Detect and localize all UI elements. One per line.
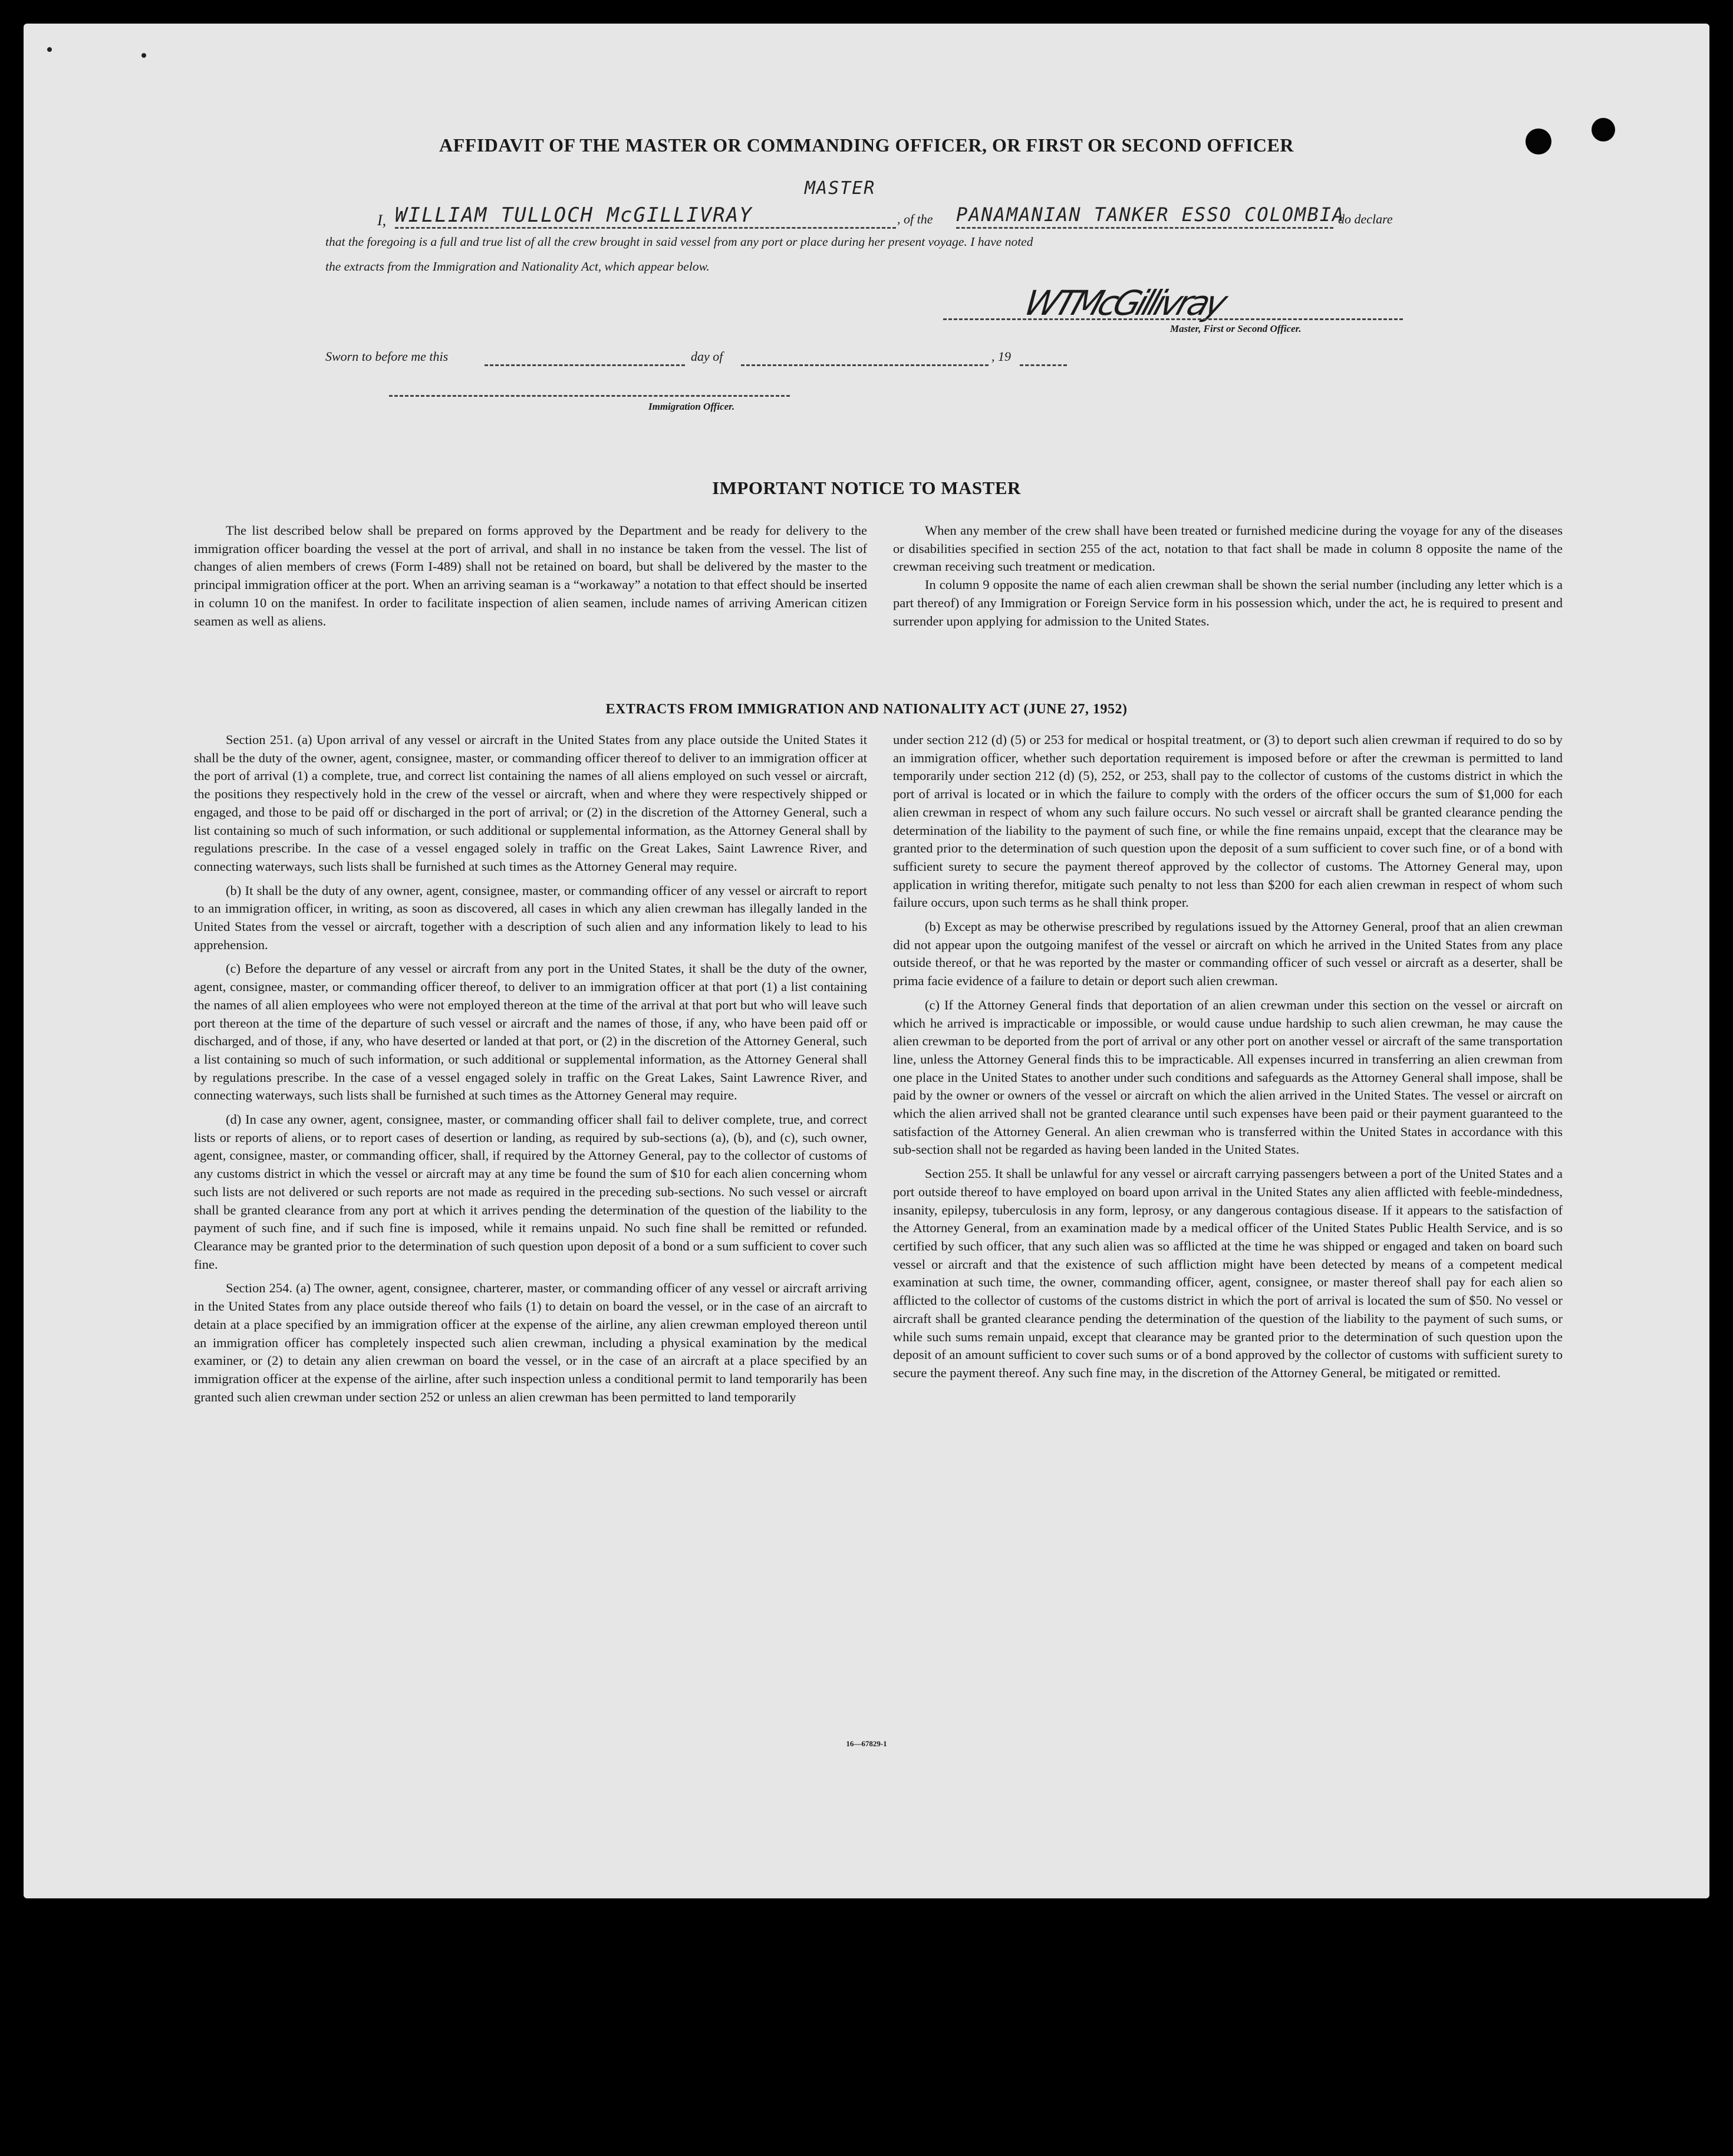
of-the-label: , of the	[897, 212, 933, 226]
day-of-label: day of	[691, 349, 723, 364]
form-number: 16—67829-1	[846, 1739, 887, 1748]
signature-caption: Master, First or Second Officer.	[1170, 323, 1302, 334]
section-255: Section 255. It shall be unlawful for any vessel or aircraft carrying passengers between a port of the United States and a port outside thereof to have employed on board upon arrival in the United States any alien afflicted with feeble-mindedness, insanity, epilepsy, tuberculosis in any form, leprosy, or any dangerous contagious disease. If it appears to the satisfaction of the Attorney General, from an examination made by a medical officer of the United States Public Health Service, and is so certified by such officer, that any such alien was so afflicted at the time he was shipped or engaged and taken on board such vessel or aircraft and that the existence of such affliction might have been detected by means of a competent medical examination at such time, the owner, commanding officer, agent, consignee, or master thereof shall pay for each alien so afflicted to the collector of customs of the customs district in which the port of arrival is located the sum of $50. No vessel or aircraft shall be granted clearance pending the determination of the question of the liability to the payment of such sums, or while such sums remain unpaid, except that clearance may be granted prior to the determination of such question upon the deposit of an amount sufficient to cover such sums or of a bond approved by the collector of customs with sufficient surety to secure the payment thereof. Any such fine may, in the discretion of the Attorney General, be mitigated or remitted.	[893, 1166, 1563, 1380]
section-251-c: (c) Before the departure of any vessel or aircraft from any port in the United States, it shall be the duty of the owner, agent, consignee, master, or commanding officer thereof, to deliver to an immigration officer at that port (1) a list containing the names of all alien employees who were not employed thereon at the time of the arrival at that port but who will leave such port thereon at the time of the departure of such vessel or aircraft and the names of those, if any, who have been paid off or discharged, and of those, if any, who have deserted or landed at that port, or (2) in the discretion of the Attorney General, such a list containing so much of such information, or such additional or supplemental information, as the Attorney General shall by regulations prescribe. In the case of a vessel engaged solely in traffic on the Great Lakes, Saint Lawrence River, and connecting waterways, such lists shall be furnished at such times as the Attorney General may require.	[194, 961, 867, 1103]
vessel-name-line	[956, 227, 1333, 229]
section-254-c: (c) If the Attorney General finds that deportation of an alien crewman under this section on the vessel or aircraft on which he arrived is impracticable or impossible, or would cause undue hardship to such alien crewman, he may cause the alien crewman to be deported from the port of arrival or any other port on another vessel or aircraft of the same transportation line, unless the Attorney General finds this to be impracticable. All expenses incurred in transferring an alien crewman from one place in the United States to another under such conditions and safeguards as the Attorney General shall impose, shall be paid by the owner or owners of the vessel or aircraft on which the alien arrived in the United States. The vessel or aircraft on which the alien arrived shall not be granted clearance until such expenses have been paid or their payment guaranteed to the satisfaction of the Attorney General. An alien crewman who is transferred within the United States in accordance with this sub-section shall not be regarded as having been landed in the United States.	[893, 997, 1563, 1157]
notice-right-paragraph-1: When any member of the crew shall have been treated or furnished medicine during the voyage for any of the diseases or disabilities specified in section 255 of the act, notation to that fact shall be made in column 8 opposite the name of the crewman receiving such treatment or medication.	[893, 523, 1563, 574]
speck-mark	[47, 47, 52, 52]
section-254-a-continued: under section 212 (d) (5) or 253 for medical or hospital treatment, or (3) to deport such alien crewman if required to do so by an immigration officer, whether such deportation requirement is imposed before or after the crewman is permitted to land temporarily under section 212 (d) (5), 252, or 253, shall pay to the collector of customs of the customs district in which the port of arrival is located or in which the failure to comply with the orders of the officer occurs the sum of $1,000 for each alien crewman in respect of whom any such failure occurs. No such vessel or aircraft shall be granted clearance pending the determination of the liability to the payment of such fine, or while the fine remains unpaid, except that the clearance may be granted prior to the determination of such question upon the deposit of a sum sufficient to cover such fine, or of a bond with sufficient surety to secure the payment thereof approved by the collector of customs. The Attorney General may, upon application in writing therefor, mitigate such penalty to not less than $200 for each alien crewman in respect of whom such failure occurs, upon such terms as he shall think proper.	[893, 732, 1563, 910]
section-254-a: Section 254. (a) The owner, agent, consignee, charterer, master, or commanding officer of any vessel or aircraft arriving in the United States from any place outside thereof who fails (1) to detain on board the vessel, or in the case of an aircraft to detain at a place specified by an immigration officer at the expense of the airline, any alien crewman employed thereon until an immigration officer has completely inspected such alien crewman, including a physical examination by the medical examiner, or (2) to detain any alien crewman on board the vessel, or in the case of an aircraft at a place specified by an immigration officer at the expense of the airline, after such inspection unless a conditional permit to land temporarily has been granted such alien crewman under section 252 or unless an alien crewman has been permitted to land temporarily	[194, 1281, 867, 1404]
master-name-line	[395, 227, 896, 229]
year-prefix: , 19	[991, 349, 1011, 364]
speck-mark	[141, 53, 146, 58]
declaration-prefix: I,	[377, 212, 387, 229]
immigration-officer-line	[389, 395, 790, 397]
sworn-line	[325, 342, 1180, 371]
sworn-day-line	[485, 364, 685, 366]
immigration-officer-caption: Immigration Officer.	[648, 401, 735, 412]
sworn-month-line	[741, 364, 989, 366]
sworn-year-line	[1020, 364, 1067, 366]
master-signature: WTMcGillivray	[1019, 283, 1230, 323]
notice-title: IMPORTANT NOTICE TO MASTER	[712, 478, 1021, 498]
vessel-name-field: PANAMANIAN TANKER ESSO COLOMBIA	[956, 203, 1345, 226]
signature-line	[943, 318, 1403, 320]
do-declare-label: do declare	[1338, 212, 1393, 226]
affidavit-title: AFFIDAVIT OF THE MASTER OR COMMANDING OFFICER, OR FIRST OR SECOND OFFICER	[439, 134, 1294, 156]
master-name-field: WILLIAM TULLOCH McGILLIVRAY	[395, 203, 753, 227]
extracts-left-column	[194, 731, 867, 1412]
section-251-b: (b) It shall be the duty of any owner, agent, consignee, master, or commanding officer of any vessel or aircraft to report to an immigration officer, in writing, as soon as discovered, all cases in which any alien crewman has illegally landed in the United States from the vessel or aircraft, together with a description of such alien and any information likely to lead to his apprehension.	[194, 883, 867, 952]
declaration-line-3: the extracts from the Immigration and Nationality Act, which appear below.	[325, 259, 710, 274]
section-254-b: (b) Except as may be otherwise prescribed by regulations issued by the Attorney General, proof that an alien crewman did not appear upon the outgoing manifest of the vessel or aircraft on which he arrived in the United States from any place outside thereof, or that he was reported by the master or commanding officer of such vessel or aircraft as a deserter, shall be prima facie evidence of a failure to detain or deport such alien crewman.	[893, 919, 1563, 989]
notice-left-paragraph: The list described below shall be prepared on forms approved by the Department and be ready for delivery to the immigration officer boarding the vessel at the port of arrival, and shall in no instance be taken from the vessel. The list of changes of alien members of crews (Form I-489) shall not be retained on board, but shall be delivered by the master to the principal immigration officer at the port. When an arriving seaman is a “workaway” a notation to that effect should be inserted in column 10 on the manifest. In order to facilitate inspection of alien seamen, include names of arriving American citizen seamen as well as aliens.	[194, 523, 867, 628]
notice-right-paragraph-2: In column 9 opposite the name of each alien crewman shall be shown the serial number (including any letter which is a part thereof) of any Immigration or Foreign Service form in his possession which, under the act, he is required to present and surrender upon applying for admission to the United States.	[893, 577, 1563, 628]
document-page	[24, 24, 1709, 1898]
declaration-line-2: that the foregoing is a full and true list of all the crew brought in said vessel from any port or place during her present voyage. I have noted	[325, 235, 1033, 249]
sworn-prefix: Sworn to before me this	[325, 349, 449, 364]
extracts-title: EXTRACTS FROM IMMIGRATION AND NATIONALITY ACT (JUNE 27, 1952)	[605, 702, 1128, 717]
notice-right-column	[893, 522, 1563, 636]
section-251-a: Section 251. (a) Upon arrival of any vessel or aircraft in the United States from any place outside the United States it shall be the duty of the owner, agent, consignee, master, or commanding officer thereof to deliver to an immigration officer at the port of arrival (1) a complete, true, and correct list containing the names of all aliens employed on such vessel or aircraft, the positions they respectively hold in the crew of the vessel or aircraft, when and where they were respectively shipped or engaged, and those to be paid off or discharged in the port of arrival; or (2) in the discretion of the Attorney General, such a list containing so much of such information, or such additional or supplemental information, as the Attorney General shall by regulations prescribe. In the case of a vessel engaged solely in traffic on the Great Lakes, Saint Lawrence River, and connecting waterways, such lists shall be furnished at such times as the Attorney General may require.	[194, 732, 867, 874]
handwritten-master-label: MASTER	[805, 178, 876, 199]
extracts-right-column	[893, 731, 1563, 1388]
notice-left-column	[194, 522, 867, 636]
declaration-line-1	[360, 203, 1438, 233]
section-251-d: (d) In case any owner, agent, consignee, master, or commanding officer shall fail to deliver complete, true, and correct lists or reports of aliens, or to report cases of desertion or landing, as required by sub-sections (a), (b), and (c), such owner, agent, consignee, master, or commanding officer, shall, if required by the Attorney General, pay to the collector of customs of any customs district in which the vessel or aircraft may at any time be found the sum of $10 for each alien concerning whom such lists are not delivered or such reports are not made as required in the preceding sub-sections. No such vessel or aircraft shall be granted clearance from any port at which it arrives pending the determination of the question of the liability to the payment of such fine, and if such fine is imposed, while it remains unpaid. No such fine shall be remitted or refunded. Clearance may be granted prior to the determination of such question upon deposit of a bond or a sum sufficient to cover such fine.	[194, 1112, 867, 1272]
